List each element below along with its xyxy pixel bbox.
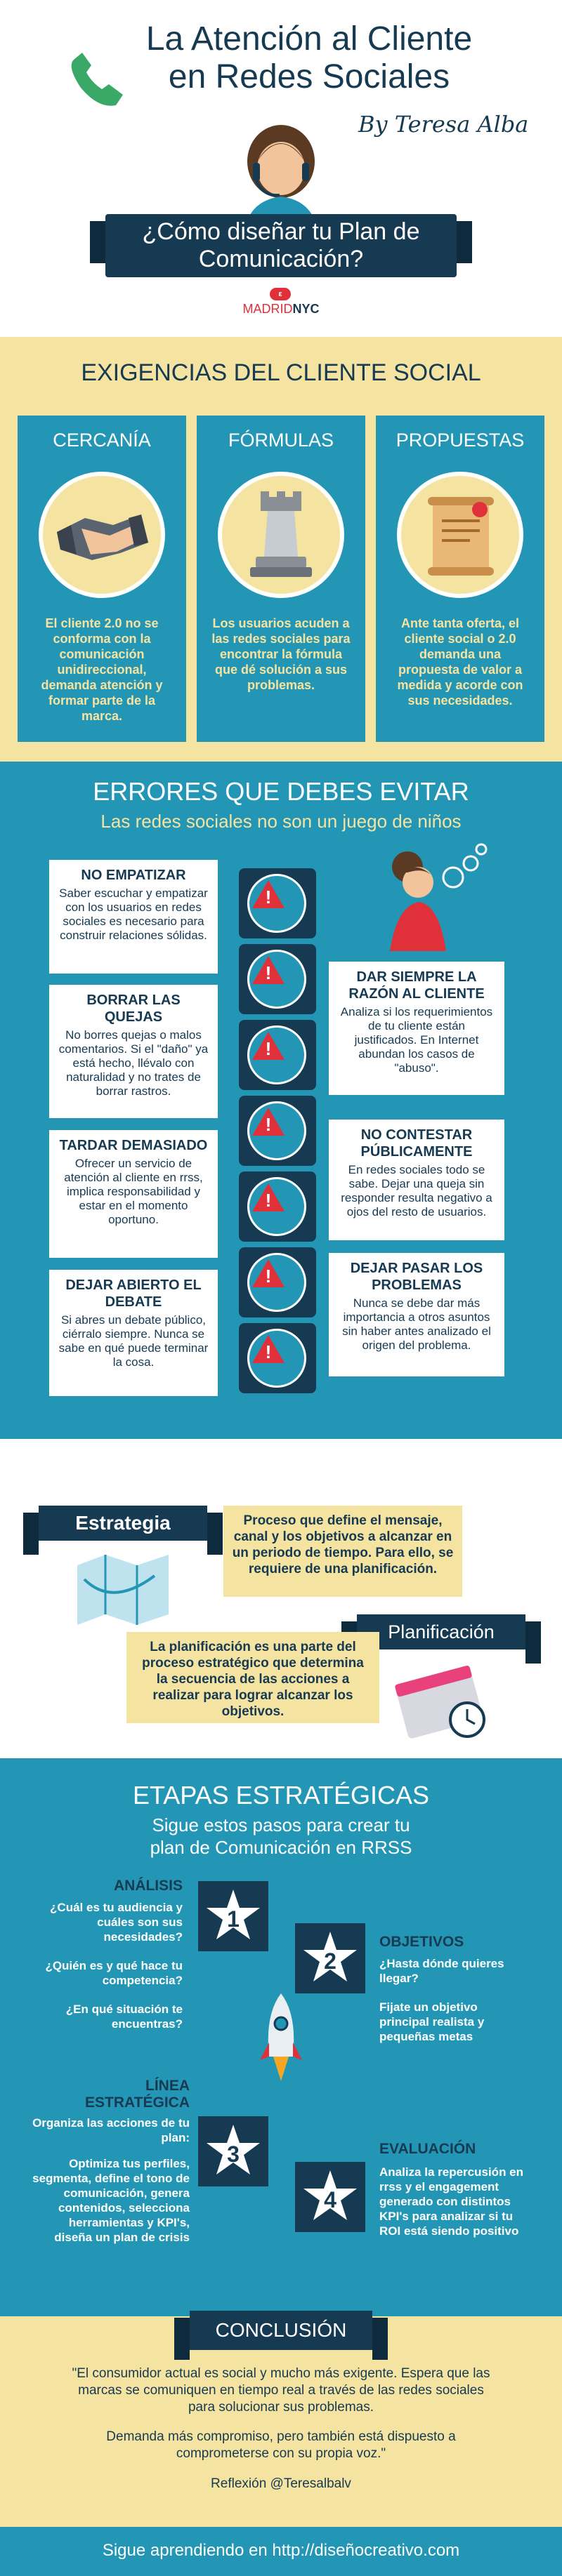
step-number: 4 [324,2187,336,2212]
etapas-heading: ETAPAS ESTRATÉGICAS [132,1781,430,1810]
error-text: Si abres un debate público, ciérralo siempre. Nunca se sabe en qué puede terminar la cosa. [58,1313,209,1369]
warning-icon: ! [239,1247,316,1317]
error-title: NO EMPATIZAR [81,868,186,883]
stage-title: OBJETIVOS [379,1934,464,1950]
error-text: Nunca se debe dar más importancia a otros asuntos sin haber antes analizado el origen del problema. [342,1296,491,1352]
step-3-star [198,2116,268,2186]
stage-question: Optimiza tus perfiles, segmenta, define el tono de comunicación, genera contenidos, selecciona herramientas y KPI's, diseña un plan de crisis [32,2157,190,2244]
warning-icon: ! [239,944,316,1014]
error-title: BORRAR LAS QUEJAS [86,992,181,1025]
conclusion-ribbon [190,2311,372,2350]
footer-link[interactable]: Sigue aprendiendo en http://diseñocreativo.com [102,2541,460,2560]
card-formulas [197,416,365,742]
scroll-certificate-icon [397,472,523,598]
subtitle-ribbon [105,214,457,277]
map-icon [70,1544,176,1628]
author-signature: By Teresa Alba [358,111,529,138]
page-title-line1: La Atención al Cliente [145,20,473,58]
subtitle-line1: ¿Cómo diseñar tu Plan de [142,218,420,245]
error-no-contestar [329,1120,504,1240]
errores-heading: ERRORES QUE DEBES EVITAR [93,777,469,806]
stage-title: LÍNEA [145,2078,190,2094]
stage-question: ¿Hasta dónde quieres llegar? [379,1957,504,1985]
stage-linea [28,2078,190,2245]
warning-icon: ! [239,1323,316,1393]
brand-prefix: MADRID [242,302,293,316]
card-cercania [18,416,186,742]
step-4-star [295,2162,365,2232]
errores-section [0,762,562,1439]
warning-icon: ! [239,1096,316,1166]
brand-logo [211,302,351,317]
planificacion-text: La planificación es una parte del proceso estratégico que determina la secuencia de las acciones a realizar para lograr alcanzar los objetivos. [142,1640,364,1719]
stage-question: Fijate un objetivo principal realista y pequeñas metas [379,2000,485,2043]
step-2-star [295,1923,365,1993]
step-number: 2 [324,1948,336,1974]
error-dejar-abierto [49,1270,218,1396]
conclusion-p2: Demanda más compromiso, pero también está dispuesto a comprometerse con su propia voz." [106,2429,456,2461]
error-text: Analiza si los requerimientos de tu cliente están justificados. En Internet abundan los casos de "abuso". [340,1005,493,1075]
estrategia-ribbon [39,1506,207,1541]
brand-logo-mark: ε [270,288,291,300]
error-dar-razon [329,962,504,1095]
estrategia-text-box [223,1506,462,1597]
card-title: CERCANÍA [53,430,151,451]
footer [0,2527,562,2576]
planificacion-text-box [126,1632,379,1723]
stage-title: ESTRATÉGICA [85,2094,190,2111]
error-title: DEJAR ABIERTO EL DEBATE [65,1277,202,1310]
stage-question: ¿Quién es y qué hace tu competencia? [45,1959,183,1987]
planificacion-label: Planificación [388,1621,495,1642]
rocket-icon [256,1990,306,2088]
warning-icon: ! [239,1171,316,1242]
conclusion-heading: CONCLUSIÓN [215,2319,347,2341]
stage-title: ANÁLISIS [113,1878,183,1894]
exigencias-heading: EXIGENCIAS DEL CLIENTE SOCIAL [81,359,481,386]
stage-analisis [28,1878,183,2031]
card-title: PROPUESTAS [396,430,525,451]
card-text: Ante tanta oferta, el cliente social o 2.0 demanda una propuesta de valor a medida y acorde con sus necesidades. [397,616,523,708]
error-title: NO CONTESTAR PÚBLICAMENTE [360,1127,473,1160]
stage-question: Analiza la repercusión en rrss y el engagement generado con distintos KPI's para analizar si tu ROI está siendo positivo [379,2165,524,2238]
etapas-subheading-line1: Sigue estos pasos para crear tu [152,1814,410,1835]
stage-question: Organiza las acciones de tu plan: [32,2116,190,2144]
header [0,0,562,326]
stage-evaluacion [379,2141,527,2238]
error-title: DAR SIEMPRE LA RAZÓN AL CLIENTE [348,969,485,1002]
error-no-empatizar [49,860,218,974]
conclusion-p1: "El consumidor actual es social y mucho más exigente. Espera que las marcas se comuniquen en tiempo real a través de las redes sociales para solucionar sus problemas. [72,2366,490,2415]
subtitle-line2: Comunicación? [198,246,364,272]
estrategia-label: Estrategia [75,1512,171,1534]
error-text: Ofrecer un servicio de atención al cliente en rrss, implica responsabilidad y estar en el momento oportuno. [64,1157,203,1226]
agent-avatar [225,119,337,225]
error-title: TARDAR DEMASIADO [59,1138,208,1153]
error-title: DEJAR PASAR LOS PROBLEMAS [350,1261,483,1293]
conclusion-section [0,2316,562,2527]
step-number: 1 [227,1906,240,1932]
conclusion-signature: Reflexión @Teresalbalv [211,2476,351,2491]
calendar-clock-icon [393,1653,499,1744]
card-text: Los usuarios acuden a las redes sociales para encontrar la fórmula que dé solución a sus problemas. [211,616,351,692]
error-tardar-demasiado [49,1130,218,1258]
estrategia-text: Proceso que define el mensaje, canal y los objetivos a alcanzar en un periodo de tiempo. Para ello, se requiere de una planificación. [232,1513,454,1576]
warning-icon: ! [239,1020,316,1090]
stage-objetivos [379,1934,527,2044]
girl-bubbles-illustration [369,839,495,951]
etapas-subheading-line2: plan de Comunicación en RRSS [150,1837,412,1858]
warning-icon: ! [239,868,316,938]
stage-question: ¿En qué situación te encuentras? [65,2003,183,2031]
definiciones-section [0,1439,562,1758]
planificacion-ribbon [357,1614,525,1649]
step-1-star [198,1881,268,1951]
error-text: No borres quejas o malos comentarios. Si el "daño" ya está hecho, llévalo con naturalidad y no trates de borrar rastros. [58,1028,209,1098]
error-dejar-pasar [329,1253,504,1376]
card-title: FÓRMULAS [228,430,334,451]
error-text: Saber escuchar y empatizar con los usuarios en redes sociales es necesario para construir relaciones sólidas. [59,887,208,942]
handshake-icon [39,472,165,598]
stage-title: EVALUACIÓN [379,2141,476,2157]
errores-subheading: Las redes sociales no son un juego de niños [100,811,462,832]
brand-suffix: NYC [292,302,320,316]
error-text: En redes sociales todo se sabe. Dejar una queja sin responder resulta negativo a ojos del resto de usuarios. [341,1163,492,1219]
page-title-line2: en Redes Sociales [168,58,450,95]
card-text: El cliente 2.0 no se conforma con la comunicación unidireccional, demanda atención y formar parte de la marca. [41,616,163,723]
chess-rook-icon [218,472,344,598]
stage-question: ¿Cuál es tu audiencia y cuáles son sus necesidades? [50,1901,183,1944]
card-propuestas [376,416,544,742]
etapas-section [0,1758,562,2316]
step-number: 3 [227,2142,240,2167]
error-borrar-quejas [49,985,218,1118]
